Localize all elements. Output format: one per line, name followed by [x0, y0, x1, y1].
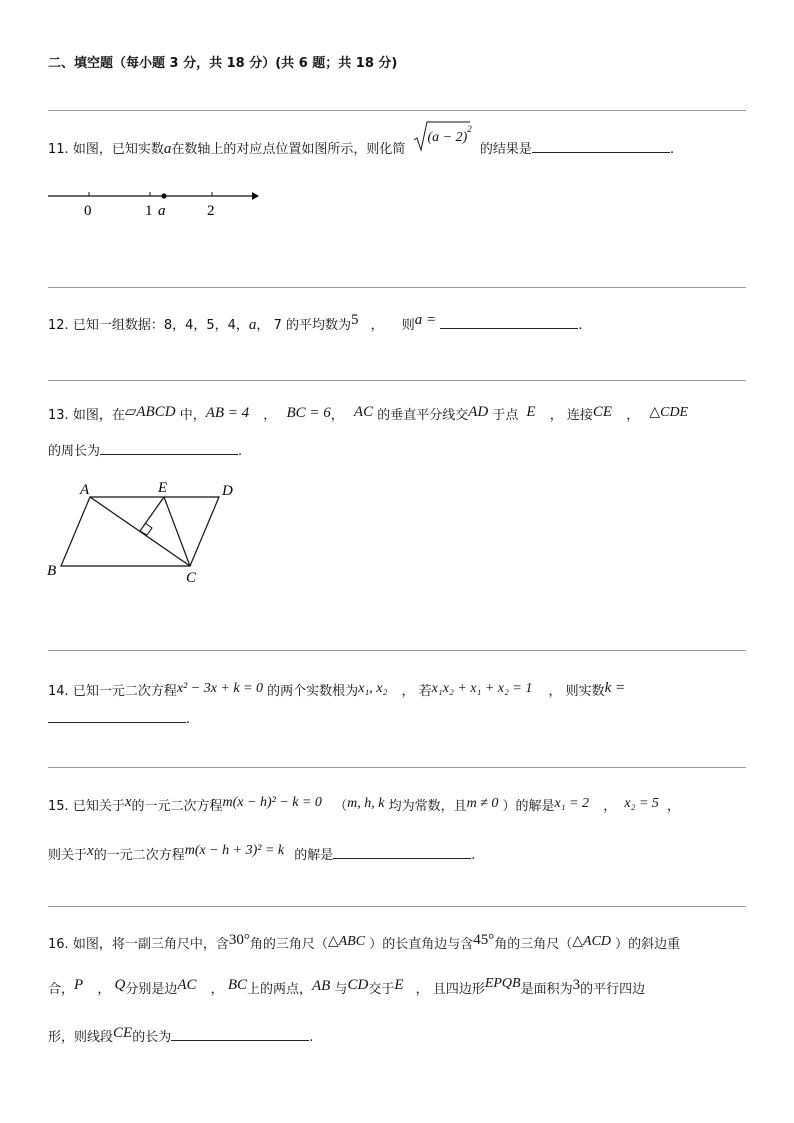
- sqrt-content: (a − 2): [427, 130, 468, 145]
- question-text: 的一元二次方程: [93, 848, 185, 863]
- question-text: 上的两点，: [246, 982, 312, 997]
- question-text: 与: [334, 982, 348, 997]
- triangle-symbol: △CDE: [649, 405, 689, 420]
- var-x: x: [124, 794, 132, 810]
- question-text: 的解是: [294, 848, 334, 863]
- question-text: 的结果是: [479, 142, 532, 157]
- punct: ，: [97, 982, 111, 997]
- divider: [48, 287, 746, 288]
- punct: ，: [370, 318, 384, 333]
- question-text: 形，则线段: [48, 1030, 114, 1045]
- punct: ，: [256, 318, 270, 333]
- period: .: [309, 1030, 314, 1045]
- roots: x₁, x₂: [358, 681, 388, 696]
- var-a: a: [248, 317, 257, 333]
- punct: ，: [401, 684, 415, 699]
- vertex-label: E: [158, 480, 168, 496]
- punct: ，: [603, 799, 617, 814]
- punct: ，: [626, 408, 640, 423]
- question-text: 中，: [179, 408, 206, 423]
- constants: m, h, k: [347, 796, 385, 811]
- condition: m ≠ 0: [466, 796, 499, 811]
- angle: 45°: [473, 932, 495, 948]
- segment: AB: [312, 978, 331, 994]
- segment: CE: [592, 404, 613, 420]
- point-label: P: [74, 977, 84, 993]
- question-text: 的两个实数根为: [267, 684, 359, 699]
- segment: CD: [347, 977, 369, 993]
- segment: CE: [113, 1025, 133, 1041]
- question-text: ）的解是: [502, 799, 555, 814]
- point-label: E: [394, 977, 404, 993]
- answer-blank[interactable]: [171, 1026, 309, 1041]
- divider: [48, 110, 746, 111]
- var-a: a: [163, 141, 172, 157]
- punct: ，: [210, 982, 224, 997]
- question-text: 且四边形: [432, 982, 485, 997]
- question-14: [48, 680, 625, 700]
- exponent: 2: [467, 123, 472, 134]
- triangle-symbol: △ACD: [572, 934, 612, 949]
- equation: x₁x₂ + x₁ + x₂ = 1: [431, 681, 533, 696]
- number-line: [46, 185, 266, 221]
- equation: AB = 4: [205, 405, 250, 421]
- question-text: 在数轴上的对应点位置如图所示，则化简: [171, 142, 406, 157]
- question-16-line3: [48, 1026, 313, 1046]
- divider: [48, 906, 746, 907]
- section-title: 二、填空题（每小题 3 分，共 18 分）(共 6 题；共 18 分): [48, 56, 398, 71]
- question-text: 的平行四边: [580, 982, 646, 997]
- punct: （: [334, 799, 348, 814]
- geometry-figure-13: [44, 478, 254, 588]
- segment: AC: [353, 404, 374, 420]
- divider: [48, 767, 746, 768]
- question-text: 连接: [566, 408, 593, 423]
- segment-ce: [164, 497, 190, 566]
- arrow-icon: [252, 192, 259, 200]
- punct: ，: [549, 408, 563, 423]
- period: .: [471, 848, 476, 863]
- question-text: 则: [401, 318, 415, 333]
- answer-blank[interactable]: [333, 844, 471, 859]
- equation: m(x − h + 3)² = k: [184, 843, 285, 858]
- solution: x₂ = 5: [624, 796, 659, 811]
- triangle-symbol: △ABC: [327, 934, 366, 949]
- question-text: 交于: [368, 982, 395, 997]
- question-text: 分别是边: [125, 982, 178, 997]
- mean-value: 5: [350, 312, 359, 328]
- question-text: ）的斜边重: [615, 937, 681, 952]
- perpendicular-bisector: [140, 497, 164, 531]
- tick-label: a: [158, 203, 166, 219]
- answer-blank[interactable]: [532, 138, 670, 153]
- var-x: x: [87, 843, 94, 859]
- angle: 30°: [228, 932, 250, 948]
- answer-blank[interactable]: [48, 708, 186, 723]
- segment: BC: [227, 977, 247, 993]
- question-13-line2: [48, 440, 242, 459]
- question-text: 已知一元二次方程: [72, 684, 177, 699]
- question-text: 合，: [48, 982, 75, 997]
- vertex-label: C: [186, 570, 197, 586]
- question-text: 则实数: [565, 684, 605, 699]
- question-text: 是面积为: [520, 982, 573, 997]
- answer-blank[interactable]: [440, 314, 578, 329]
- question-14-line2: [48, 708, 190, 727]
- period: .: [669, 142, 675, 157]
- question-text: 如图，在: [72, 408, 125, 423]
- question-number: 13.: [48, 408, 69, 423]
- question-text: 若: [418, 684, 432, 699]
- point-label: E: [526, 404, 536, 420]
- tick-label: 0: [84, 203, 92, 219]
- question-number: 12.: [48, 318, 69, 333]
- question-number: 16.: [48, 937, 69, 952]
- question-text: 已知一组数据：8，4，5，4，: [72, 318, 249, 333]
- question-number: 14.: [48, 684, 69, 699]
- segment: AC: [177, 977, 197, 993]
- question-text: 已知关于: [72, 799, 125, 814]
- period: .: [578, 318, 583, 333]
- equation: BC = 6: [286, 405, 331, 421]
- question-11: [48, 123, 675, 158]
- question-number: 11.: [48, 142, 69, 157]
- question-text: 于点: [492, 408, 519, 423]
- point-label: Q: [114, 977, 126, 993]
- punct: ，: [330, 408, 344, 423]
- vertex-label: D: [222, 483, 233, 499]
- vertex-label: B: [47, 563, 57, 579]
- question-15-line2: [48, 844, 475, 864]
- equation: m(x − h)² − k = 0: [222, 795, 322, 810]
- divider: [48, 380, 746, 381]
- sqrt-expression: [414, 123, 472, 158]
- quadrilateral: EPQB: [484, 976, 521, 991]
- question-text: 如图，将一副三角尺中，含: [72, 937, 229, 952]
- solution: x₁ = 2: [554, 796, 590, 811]
- question-text: ）的长直角边与含: [369, 937, 474, 952]
- punct: ，: [667, 799, 681, 814]
- tick-label: 1: [145, 203, 153, 219]
- question-number: 15.: [48, 799, 69, 814]
- vertex-label: A: [80, 482, 90, 498]
- question-16-line2: [48, 978, 645, 998]
- point-a: [161, 193, 166, 198]
- segment: AD: [468, 404, 489, 420]
- question-text: 的一元二次方程: [131, 799, 223, 814]
- punct: ，: [263, 408, 277, 423]
- period: .: [238, 444, 243, 459]
- question-text: 则关于: [48, 848, 88, 863]
- divider: [48, 650, 746, 651]
- equation: k =: [604, 680, 626, 696]
- punct: ，: [548, 684, 562, 699]
- punct: ，: [415, 982, 429, 997]
- question-text: 均为常数，且: [388, 799, 467, 814]
- question-text: 的长为: [132, 1030, 172, 1045]
- question-text: 如图，已知实数: [72, 142, 164, 157]
- tick-label: 2: [207, 203, 215, 219]
- equation: x² − 3x + k = 0: [176, 681, 264, 696]
- question-text: 角的三角尺（: [494, 937, 573, 952]
- question-15: [48, 795, 680, 815]
- question-16: [48, 933, 680, 953]
- parallelogram-symbol: ▱ABCD: [124, 404, 176, 420]
- question-12: [48, 314, 582, 334]
- area-value: 3: [572, 977, 581, 993]
- question-13: [48, 404, 688, 424]
- question-text: 7 的平均数为: [273, 318, 351, 333]
- answer-blank[interactable]: [100, 440, 238, 455]
- period: .: [186, 712, 191, 727]
- equation: a =: [414, 312, 437, 328]
- question-text: 的周长为: [48, 444, 101, 459]
- question-text: 的垂直平分线交: [377, 408, 469, 423]
- question-text: 角的三角尺（: [249, 937, 328, 952]
